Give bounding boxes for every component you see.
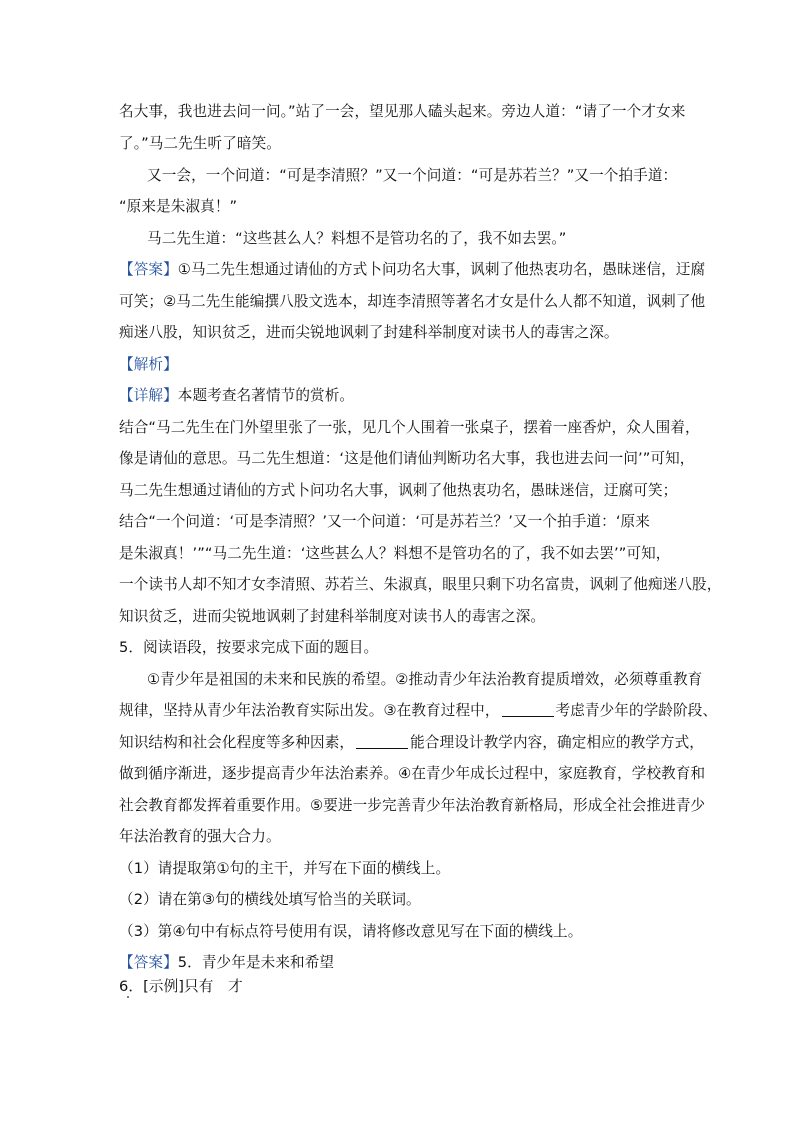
- passage-line: 年法治教育的强大合力。: [119, 828, 281, 845]
- answer-label: 【答案】: [119, 954, 178, 971]
- fill-blank: [502, 702, 554, 717]
- passage-text: 能合理设计教学内容，确定相应的教学方式，: [410, 734, 704, 751]
- text-line: 了。”马二先生听了暗笑。: [119, 135, 281, 152]
- analysis-label: 【解析】: [119, 356, 178, 373]
- text-line: “原来是朱淑真！”: [119, 198, 238, 215]
- passage-line: [119, 701, 718, 721]
- answer-line: [119, 953, 679, 973]
- text-line: 名大事，我也进去问一问。”站了一会，望见那人磕头起来。旁边人道：“请了一个才女来: [119, 103, 686, 120]
- text-line: 可笑；②马二先生能编撰八股文选本，却连李清照等著名才女是什么人都不知道，讽刺了他: [119, 293, 706, 310]
- detail-label: 【详解】: [119, 387, 178, 404]
- answer-line: 6．[示例]只有 才: [119, 978, 243, 995]
- text-line: 马二先生道：“这些甚么人？料想不是管功名的了，我不如去罢。”: [147, 230, 567, 247]
- sub-question: （3）第④句中有标点符号使用有误，请将修改意见写在下面的横线上。: [119, 923, 583, 940]
- text-line: 知识贫乏，进而尖锐地讽刺了封建科举制度对读书人的毒害之深。: [119, 608, 546, 625]
- detail-text: 本题考查名著情节的赏析。: [177, 387, 355, 404]
- answer-label: 【答案】: [119, 261, 178, 278]
- answer-text: ①马二先生想通过请仙的方式卜问功名大事，讽刺了他热衷功名，愚昧迷信，迂腐: [177, 261, 706, 278]
- text-line: 结合“一个问道：‘可是李清照？’又一个问道：‘可是苏若兰？’又一个拍手道：‘原来: [119, 513, 650, 530]
- text-line: 结合“马二先生在门外望里张了一张，见几个人围着一张桌子，摆着一座香炉，众人围着，: [119, 419, 700, 436]
- sub-question: （2）请在第③句的横线处填写恰当的关联词。: [119, 891, 421, 908]
- passage-text: 知识结构和社会化程度等多种因素，: [119, 734, 355, 751]
- text-line: 马二先生想通过请仙的方式卜问功名大事，讽刺了他热衷功名，愚昧迷信，迂腐可笑；: [119, 482, 678, 499]
- detail-line: [119, 386, 679, 406]
- question-title: 5．阅读语段，按要求完成下面的题目。: [119, 639, 379, 656]
- answer-text: 5．青少年是未来和希望: [177, 954, 335, 971]
- text-line: 又一会，一个问道：“可是李清照？”又一个问道：“可是苏若兰？”又一个拍手道：: [147, 167, 678, 184]
- answer-line: [119, 260, 706, 280]
- passage-text: 考虑青少年的学龄阶段、: [555, 702, 718, 719]
- passage-line: 做到循序渐进，逐步提高青少年法治素养。④在青少年成长过程中，家庭教育，学校教育和: [119, 765, 706, 782]
- sub-question: （1）请提取第①句的主干，并写在下面的横线上。: [119, 860, 451, 877]
- stray-dot: [127, 996, 129, 998]
- text-line: 一个读书人却不知才女李清照、苏若兰、朱淑真，眼里只剩下功名富贵，讽刺了他痴迷八股，: [119, 576, 722, 593]
- text-line: 是朱淑真！’”“马二先生道：‘这些甚么人？料想不是管功名的了，我不如去罢’”可知，: [119, 545, 671, 562]
- passage-line: [119, 733, 704, 753]
- fill-blank: [356, 734, 408, 749]
- passage-line: ①青少年是祖国的未来和民族的希望。②推动青少年法治教育提质增效，必须尊重教育: [147, 671, 703, 688]
- passage-line: 社会教育都发挥着重要作用。⑤要进一步完善青少年法治教育新格局，形成全社会推进青少: [119, 797, 706, 814]
- text-line: 痴迷八股，知识贫乏，进而尖锐地讽刺了封建科举制度对读书人的毒害之深。: [119, 324, 619, 341]
- text-line: 像是请仙的意思。马二先生想道：‘这是他们请仙判断功名大事，我也进去问一问’”可知，: [119, 450, 695, 467]
- passage-text: 规律，坚持从青少年法治教育实际出发。③在教育过程中，: [119, 702, 500, 719]
